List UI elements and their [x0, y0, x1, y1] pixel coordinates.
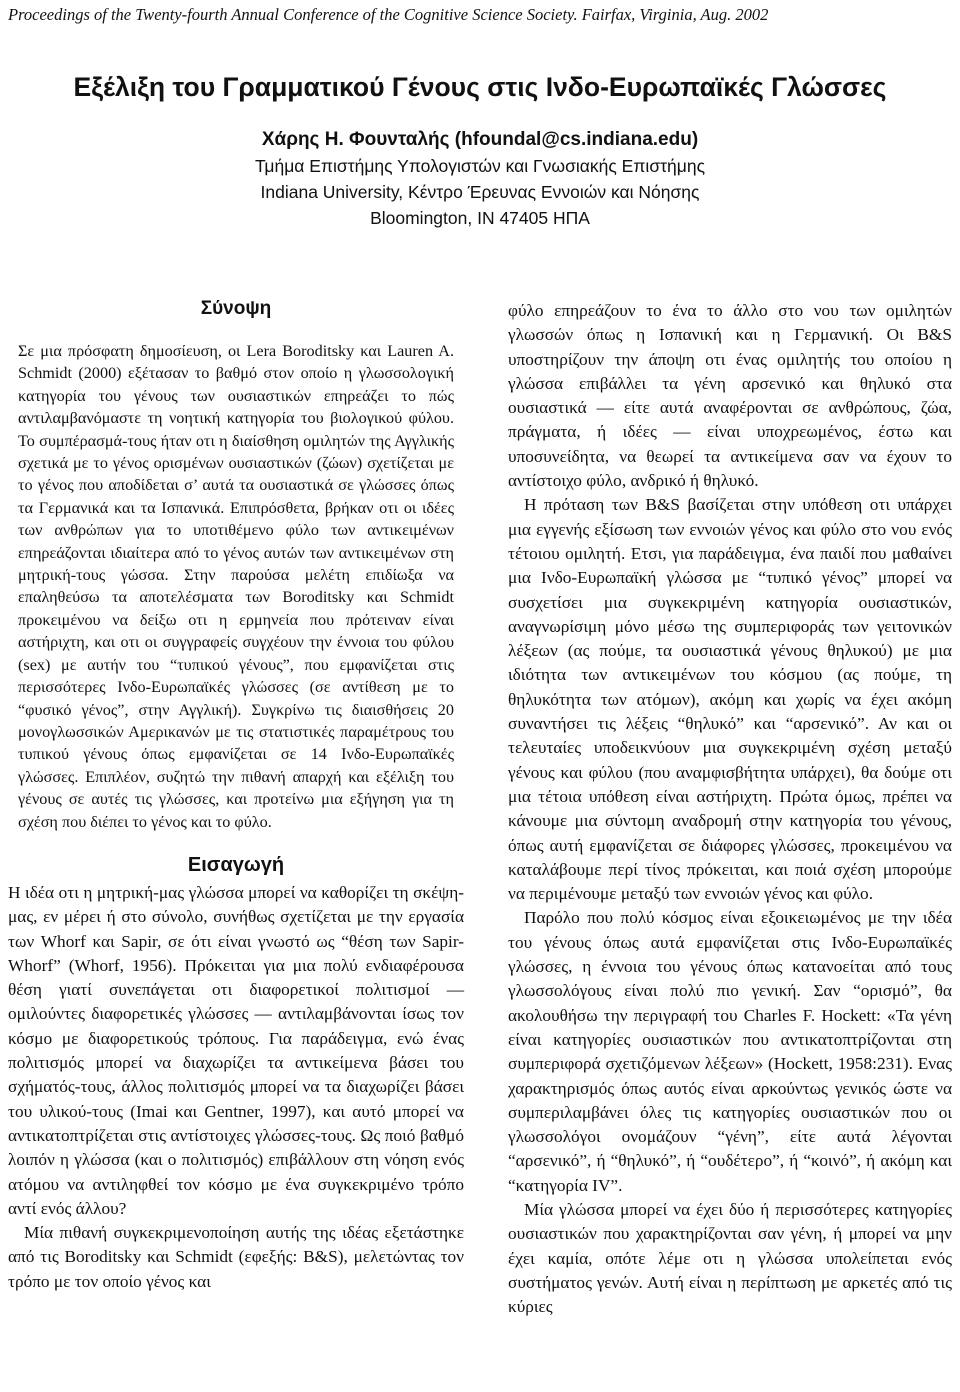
proceedings-header: Proceedings of the Twenty-fourth Annual Conference of the Cognitive Science Society. Fairfax, Virginia, Aug. 2002 [8, 5, 769, 24]
right-paragraph-3: Παρόλο που πολύ κόσμος είναι εξοικειωμένος με την ιδέα του γένους όπως αυτά εμφανίζεται στις Ινδο-Ευρωπαϊκές γλώσσες, η έννοια του γένους όπως κατανοείται από τους γλωσσολόγους είναι πολύ πιο γενική. Σαν “ορισμό”, θα ακολουθήσω την περιγραφή του Charles F. Hockett: «Τα γένη είναι κατηγορίες ουσιαστικών που αντικατοπτρίζονται στη συμπεριφορά σχετιζόμενων λέξεων» (Hockett, 1958:231). Ενας χαρακτηρισμός όπως αυτός είναι αρκούντως γενικός ώστε να συμπεριλαμβάνει όλες τις κατηγορίες ουσιαστικών που οι γλωσσολόγοι ονομάζουν “γένη”, είτε αυτά λέγονται “αρσενικό”, ή “θηλυκό”, ή “ουδέτερο”, ή “κοινό”, ή ακόμη και “κατηγορία IV”. [508, 908, 952, 1195]
affiliation-line-1: Τμήμα Επιστήμης Υπολογιστών και Γνωσιακής Επιστήμης [254, 156, 706, 176]
right-paragraph-1: φύλο επηρεάζουν το ένα το άλλο στο νου των ομιλητών γλωσσών όπως η Ισπανική και η Γερμανική. Οι B&S υποστηρίζουν την άποψη οτι ένας ομιλητής του οποίου η γλώσσα επιβάλλει τα γένη αρσενικό και θηλυκό στα ουσιαστικά — είτε αυτά αναφέρονται σε ανθρώπους, ζώα, πράγματα, ή ιδέες — είναι υποχρεωμένος, έστω και υποσυνείδητα, να θεωρεί τα αντικείμενα σαν να έχουν το αντίστοιχο φύλο, ανδρικό ή θηλυκό. [508, 301, 952, 491]
intro-paragraph-2: Μία πιθανή συγκεκριμενοποίηση αυτής της ιδέας εξετάστηκε από τις Boroditsky και Schmidt (εφεξής: B&S), μελετώντας τον τρόπο με τον οποίο γένος και [8, 1223, 464, 1291]
right-column [508, 299, 952, 1319]
left-column [8, 296, 464, 1294]
introduction-heading: Εισαγωγή [187, 853, 285, 876]
affiliation-line-2: Indiana University, Κέντρο Έρευνας Εννοιών και Νόησης [260, 182, 700, 202]
paper-title: Εξέλιξη του Γραμματικού Γένους στις Ινδο-Ευρωπαϊκές Γλώσσες [73, 72, 887, 102]
right-paragraph-4: Μία γλώσσα μπορεί να έχει δύο ή περισσότερες κατηγορίες ουσιαστικών που χαρακτηρίζονται σαν γένη, ή μπορεί να μην έχει καμία, οπότε λέμε οτι η γλώσσα υπολείπεται ενός συστήματος γενών. Αυτή είναι η περίπτωση με αρκετές από τις κύριες [508, 1199, 952, 1317]
affiliation-line-3: Bloomington, IN 47405 ΗΠΑ [370, 208, 590, 228]
right-paragraph-2: Η πρόταση των B&S βασίζεται στην υπόθεση οτι υπάρχει μια εγγενής εξίσωση των εννοιών γένος και φύλο στο νου ενός τέτοιου ομιλητή. Ετσι, για παράδειγμα, ένα παιδί που μαθαίνει μια Ινδο-Ευρωπαϊκή γλώσσα με “τυπικό γένος” μπορεί να συσχετίσει μια συγκεκριμένη κατηγορία ουσιαστικών, αναγνωρίσιμη μόνο μέσω της συμπεριφοράς των γειτονικών λέξεων (ας πούμε, τα ουσιαστικά γένους θηλυκού) με μια ιδιότητα των αντικειμένων του κόσμου (ας πούμε, τη θηλυκότητα των ατόμων), ακόμη και χωρίς να έχει ακόμη συναντήσει τις λέξεις “θηλυκό” και “αρσενικό”. Αν και οι τελευταίες υποδεικνύουν μια συγκεκριμένη σχέση μεταξύ γένους και φύλου (που αναμφισβήτητα υπάρχει), θα δούμε οτι μια τέτοια υπόθεση είναι αστήριχτη. Πρώτα όμως, πρέπει να κάνουμε μια σύντομη αναδρομή στην κατηγορία του γένους, όπως αυτή εμφανίζεται σε διάφορες γλώσσες, προκειμένου να καταλάβουμε περί τίνος πρόκειται, και ποιά σχέση μπορούμε να περιμένουμε μεταξύ των εννοιών γένος και φύλο. [508, 495, 952, 904]
abstract-text: Σε μια πρόσφατη δημοσίευση, οι Lera Boroditsky και Lauren A. Schmidt (2000) εξέτασαν το βαθμό στον οποίο η γλωσσολογική κατηγορία του γένους των ουσιαστικών επηρεάζει το πώς αντιλαμβανόμαστε τη νοητική κατηγορία του βιολογικού φύλου. Το συμπέρασμά-τους ήταν οτι η διαίσθηση ομιλητών της Αγγλικής σχετικά με το γένος ορισμένων ουσιαστικών (ζώων) σχετίζεται με το γένος που αποδίδεται σ’ αυτά τα ουσιαστικά σε γλώσσες όπως τα Γερμανικά και τα Ισπανικά. Επιπρόσθετα, βρήκαν οτι οι ιδέες των ανθρώπων για το υποτιθέμενο φύλο των αντικειμένων επηρεάζονται ιδιαίτερα από το γένος αυτών των αντικειμένων στη μητρική-τους γώσσα. Στην παρούσα μελέτη επιδίωξα να επαληθεύσω τα αποτελέσματα των Boroditsky και Schmidt προκειμένου να δείξω οτι η ερμηνεία που πρότειναν είναι αστήριχτη, και οτι οι συγγραφείς συγχέουν την έννοια του φύλου (sex) με αυτήν του “τυπικού γένους”, που εμφανίζεται στις περισσότερες Ινδο-Ευρωπαϊκές γλώσσες (σε αντίθεση με το “φυσικό γένος”, στην Αγγλική). Συγκρίνω τις διαισθήσεις 20 μονογλωσσικών Αμερικανών με τις στατιστικές παραμέτρους του τυπικού γένους όπως εμφανίζεται σε 14 Ινδο-Ευρωπαϊκές γλώσσες. Επιπλέον, συζητώ την πιθανή απαρχή και εξέλιξη του γένους σε αυτές τις γλώσσες, και προτείνω μια εξήγηση για τη σχέση που διέπει το γένος και το φύλο. [18, 342, 454, 831]
abstract-section [18, 296, 454, 833]
intro-paragraph-1: Η ιδέα οτι η μητρική-μας γλώσσα μπορεί να καθορίζει τη σκέψη-μας, εν μέρει ή στο σύνολο, συνήθως σχετίζεται με την εργασία των Whorf και Sapir, σε ότι είναι γνωστό ως “θέση των Sapir-Whorf” (Whorf, 1956). Πρόκειται για μια πολύ ενδιαφέρουσα θέση γιατί συνεπάγεται οτι διαφορετικοί πολιτισμοί — ομιλούντες διαφορετικές γλώσσες — αντιλαμβάνονται ίσως τον κόσμο με διαφορετικούς τρόπους. Για παράδειγμα, ενώ ένας πολιτισμός μπορεί να διαχωρίζει τα αντικείμενα βάσει του σχήματός-τους, άλλος πολιτισμός μπορεί να τα διαχωρίζει βάσει του υλικού-τους (Imai και Gentner, 1997), και αυτό μπορεί να αντικατοπτρίζεται στις αντίστοιχες γλώσσες-τους. Ως ποιό βαθμό λοιπόν η γλώσσα (και ο πολιτισμός) επιβάλλουν στη νόηση ενός ατόμου να αντιληφθεί τον κόσμο με ένα συγκεκριμένο τρόπο αντί ενός άλλου? [8, 882, 464, 1218]
abstract-heading: Σύνοψη [200, 298, 272, 319]
author-line: Χάρης Η. Φουνταλής (hfoundal@cs.indiana.edu) [261, 129, 699, 150]
